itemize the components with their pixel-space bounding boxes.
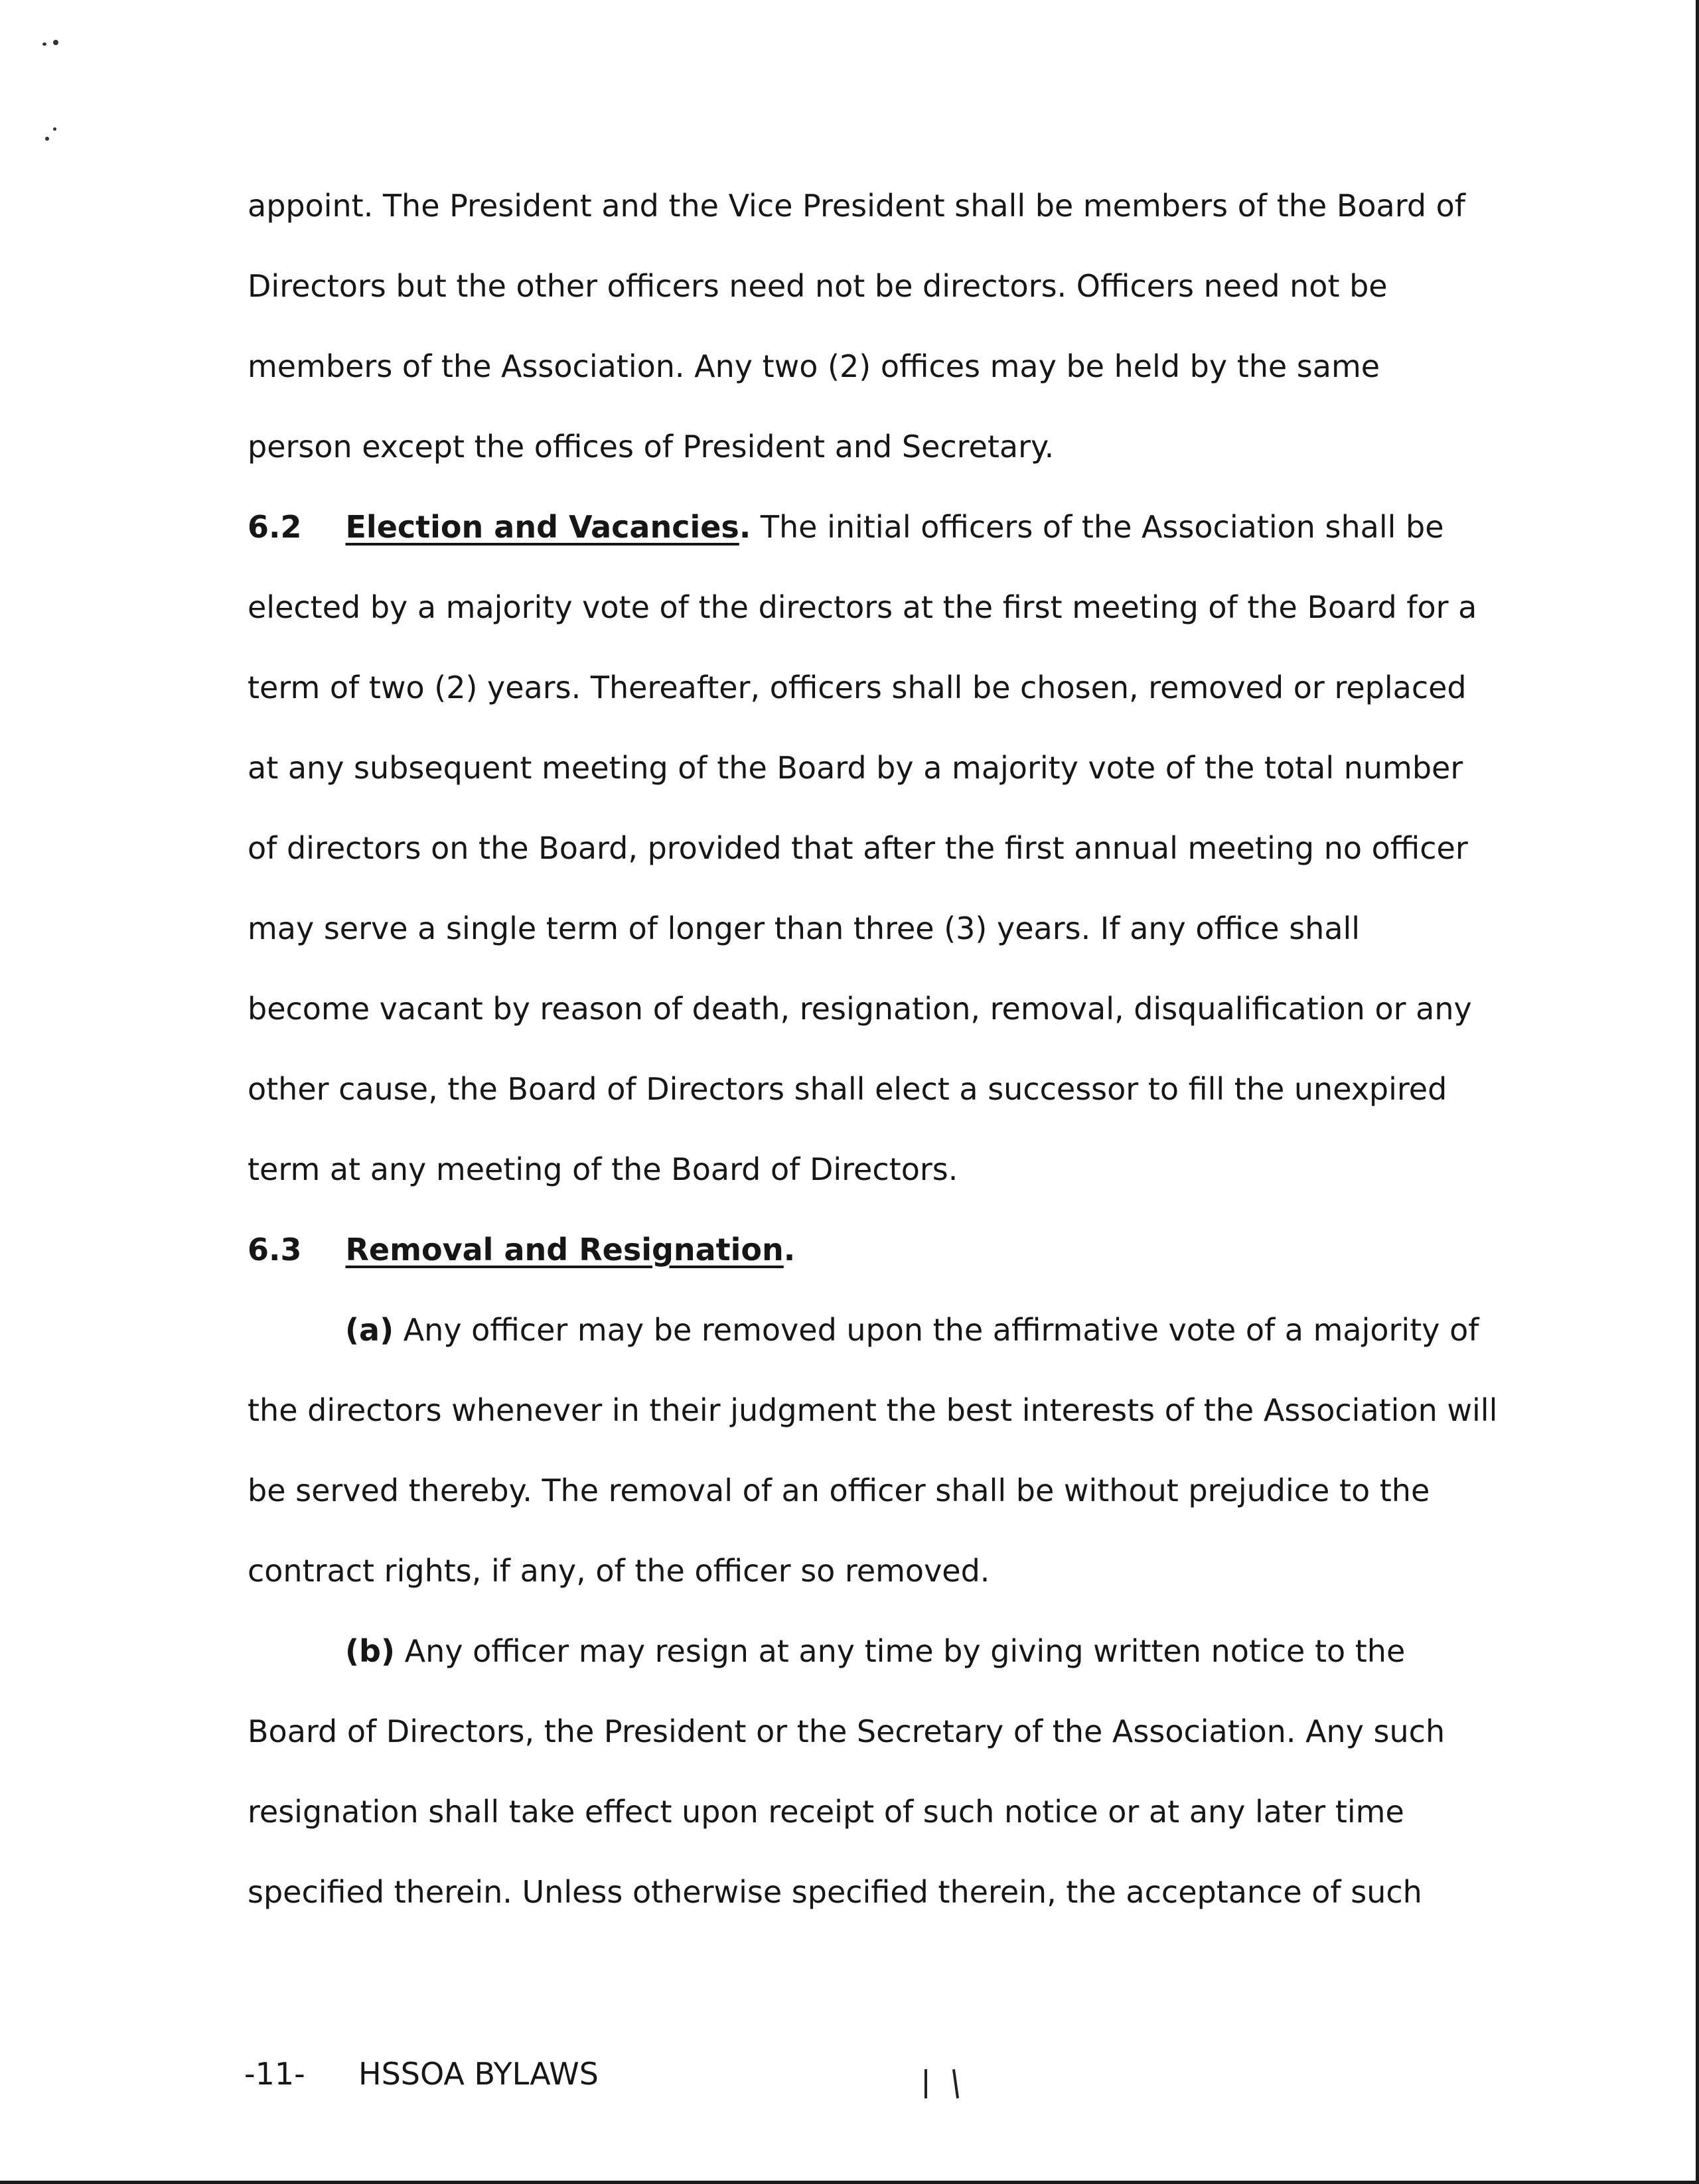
scan-speck bbox=[42, 42, 46, 46]
text-run: Any officer may resign at any time by giving written notice to the bbox=[394, 1633, 1406, 1669]
text-line: at any subsequent meeting of the Board by a majority vote of the total number bbox=[248, 750, 1463, 786]
text-line: appoint. The President and the Vice President shall be members of the Board of bbox=[248, 188, 1465, 224]
footer-document-title: HSSOA BYLAWS bbox=[358, 2056, 599, 2092]
paragraph-b-first-line bbox=[345, 1631, 1405, 1671]
section-title: Election and Vacancies bbox=[345, 509, 739, 545]
paragraph-a-first-line bbox=[345, 1310, 1479, 1350]
section-6-2-heading-line: 6.2 Election and Vacancies. The initial officers of the Association shall be bbox=[248, 509, 1444, 545]
text-line: term at any meeting of the Board of Directors. bbox=[248, 1151, 958, 1187]
text-line: may serve a single term of longer than three (3) years. If any office shall bbox=[248, 910, 1361, 946]
text-line: specified therein. Unless otherwise specified therein, the acceptance of such bbox=[248, 1874, 1422, 1910]
scan-border-right bbox=[1696, 0, 1699, 2184]
text-line: Directors but the other officers need not be directors. Officers need not be bbox=[248, 268, 1388, 304]
text-line: person except the offices of President and Secretary. bbox=[248, 429, 1055, 465]
paragraph-label: (b) bbox=[345, 1633, 395, 1669]
text-line: be served thereby. The removal of an officer shall be without prejudice to the bbox=[248, 1473, 1430, 1508]
section-6-3-heading-line: 6.3 Removal and Resignation. bbox=[248, 1232, 796, 1268]
section-number: 6.3 bbox=[248, 1232, 302, 1268]
scan-speck bbox=[45, 137, 49, 141]
text-line: the directors whenever in their judgment the best interests of the Association will bbox=[248, 1392, 1498, 1428]
handwritten-mark bbox=[924, 2069, 927, 2098]
text-run: Any officer may be removed upon the affirmative vote of a majority of bbox=[394, 1312, 1479, 1348]
text-line: other cause, the Board of Directors shall elect a successor to fill the unexpired bbox=[248, 1071, 1447, 1107]
text-line: Board of Directors, the President or the Secretary of the Association. Any such bbox=[248, 1713, 1445, 1749]
text-line: members of the Association. Any two (2) offices may be held by the same bbox=[248, 348, 1380, 384]
text-line: term of two (2) years. Thereafter, officers shall be chosen, removed or replaced bbox=[248, 670, 1467, 705]
paragraph-label: (a) bbox=[345, 1312, 394, 1348]
footer-page-number: -11- bbox=[244, 2056, 305, 2092]
scan-speck bbox=[53, 40, 58, 45]
text-run: The initial officers of the Association shall be bbox=[751, 509, 1444, 545]
scan-speck bbox=[53, 127, 56, 131]
text-line: elected by a majority vote of the directors at the first meeting of the Board for a bbox=[248, 589, 1477, 625]
handwritten-mark bbox=[952, 2069, 959, 2098]
text-line: contract rights, if any, of the officer so removed. bbox=[248, 1553, 990, 1589]
scan-border-bottom bbox=[0, 2181, 1699, 2184]
section-title: Removal and Resignation bbox=[345, 1232, 784, 1268]
text-line: become vacant by reason of death, resignation, removal, disqualification or any bbox=[248, 991, 1472, 1027]
text-line: of directors on the Board, provided that after the first annual meeting no officer bbox=[248, 830, 1468, 866]
text-line: resignation shall take effect upon receipt of such notice or at any later time bbox=[248, 1794, 1404, 1830]
section-number: 6.2 bbox=[248, 509, 302, 545]
